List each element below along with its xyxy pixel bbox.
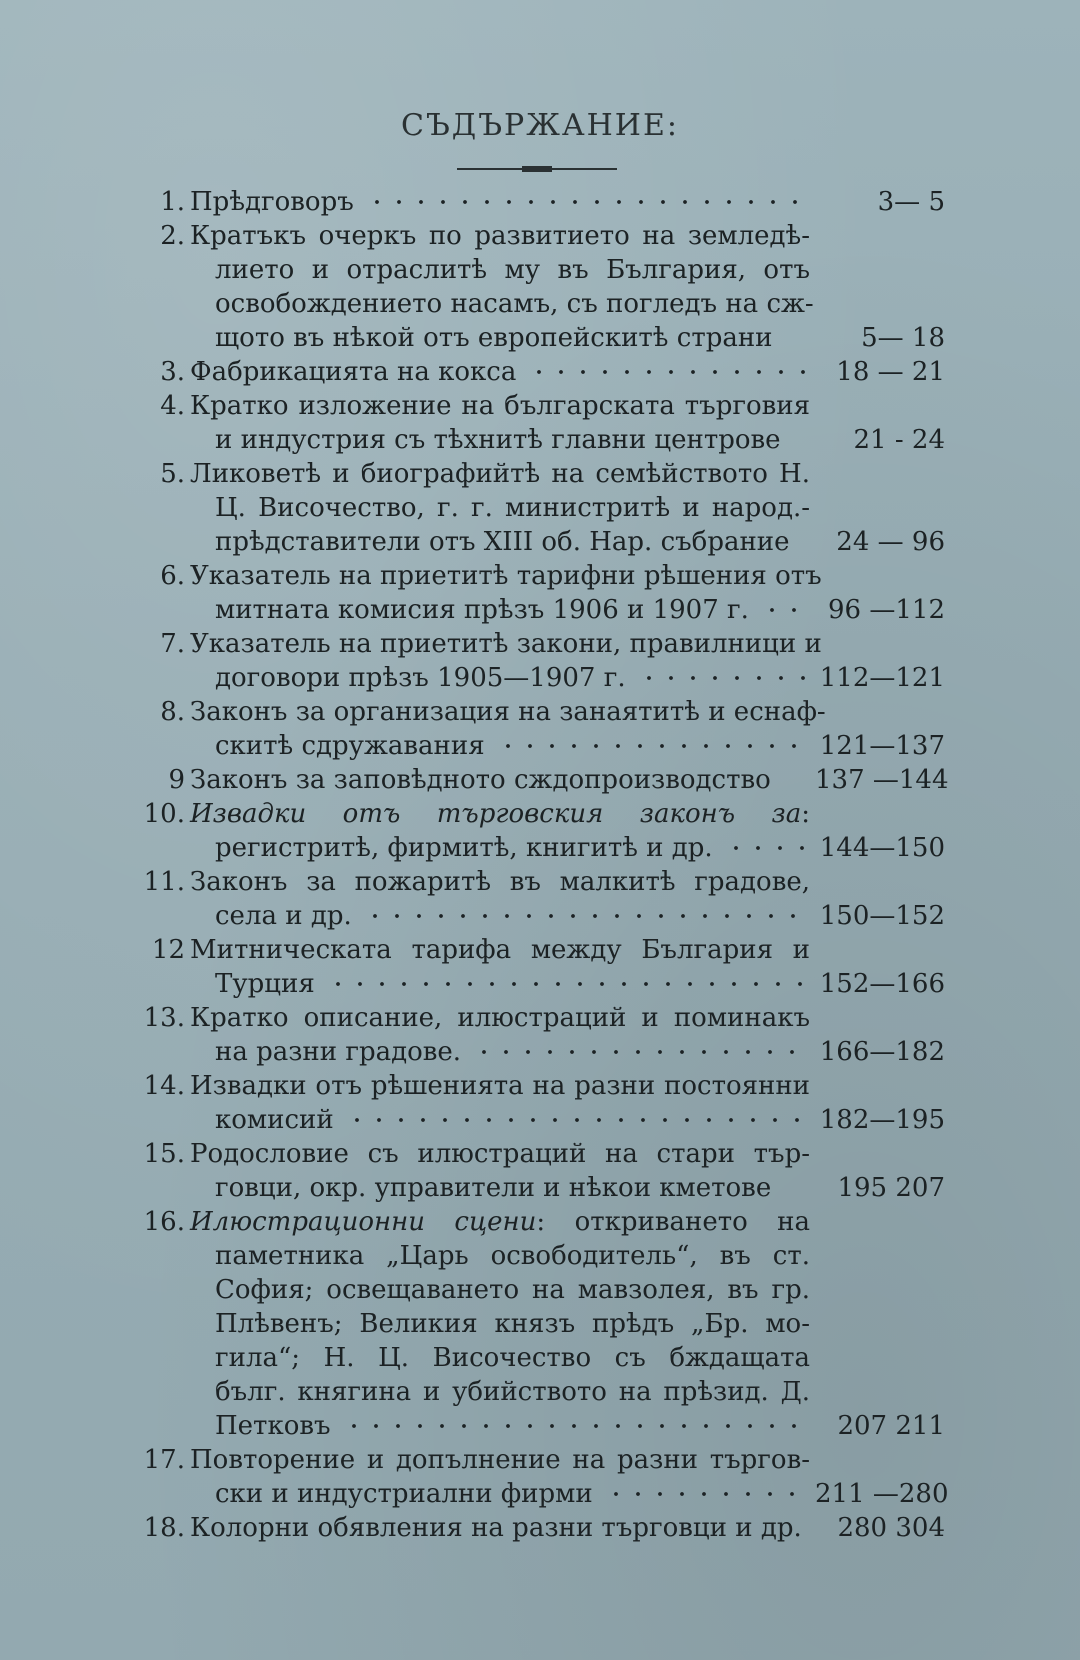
toc-entry-number: 5. <box>160 459 185 489</box>
toc-line <box>135 1273 945 1307</box>
toc-line <box>135 1511 945 1545</box>
toc-entry-text: Законъ за заповѣдното сждопроизводство <box>190 765 771 795</box>
toc-entry-text: бълг. княгина и убийството на прѣзид. Д. <box>215 1377 810 1407</box>
toc-line <box>135 661 945 695</box>
toc-line <box>135 1069 945 1103</box>
toc-entry-text: София; освещаването на мавзолея, въ гр. <box>215 1275 810 1305</box>
toc-line <box>135 423 945 457</box>
toc-page-range: 21 - 24 <box>853 425 945 455</box>
toc-entry-number: 10. <box>143 799 185 829</box>
dot-leader <box>497 729 807 763</box>
toc-entry-text: Фабрикацията на кокса <box>190 357 517 387</box>
toc-entry-number: 16. <box>143 1207 185 1237</box>
toc-line <box>135 1341 945 1375</box>
toc-entry-number: 7. <box>160 629 185 659</box>
toc-entry <box>135 1001 945 1069</box>
toc-entry-number: 3. <box>160 357 185 387</box>
dot-leader <box>761 593 807 627</box>
toc-entry-number: 11. <box>143 867 185 897</box>
toc-entry-text: освобождението насамъ, съ погледъ на сж- <box>215 289 814 319</box>
toc-line <box>135 253 945 287</box>
toc-line <box>135 287 945 321</box>
toc-entry <box>135 695 945 763</box>
toc-entry-text: Кратко описание, илюстраций и поминакъ <box>190 1003 810 1033</box>
toc-entry-text: Ц. Височество, г. г. министритѣ и народ.- <box>215 493 810 523</box>
toc-line <box>135 1103 945 1137</box>
dot-leader <box>473 1035 807 1069</box>
toc-entry-text: Повторение и допълнение на разни търгов- <box>190 1445 810 1475</box>
toc-page-range: 211 —280 <box>815 1479 949 1509</box>
toc-line <box>135 1171 945 1205</box>
toc-entry-text: гила“; Н. Ц. Височество съ бждащата <box>215 1343 810 1373</box>
toc-entry <box>135 627 945 695</box>
toc-line <box>135 457 945 491</box>
toc-line <box>135 593 945 627</box>
toc-entry-text: Илюстрационни сцени: откриването на <box>190 1207 810 1237</box>
toc-line <box>135 1409 945 1443</box>
dot-leader <box>638 661 807 695</box>
toc-page-range: 182—195 <box>819 1105 945 1135</box>
toc-line <box>135 219 945 253</box>
toc-entry-text: Родословие съ илюстраций на стари тър- <box>190 1139 810 1169</box>
toc-line <box>135 763 949 797</box>
toc-entry <box>135 865 945 933</box>
toc-entry-text: на разни градове. <box>215 1037 462 1067</box>
toc-line <box>135 1205 945 1239</box>
toc-entry-text: говци, окр. управители и нѣкои кметове <box>215 1173 772 1203</box>
toc-line <box>135 525 945 559</box>
dot-leader <box>366 185 807 219</box>
toc-page-range: 18 — 21 <box>836 357 945 387</box>
toc-entry <box>135 933 945 1001</box>
toc-line <box>135 865 945 899</box>
toc-page-range: 195 207 <box>837 1173 945 1203</box>
dot-leader <box>364 899 807 933</box>
toc-page-range: 207 211 <box>837 1411 945 1441</box>
toc-entry-text: Колорни обявления на разни търговци и др. <box>190 1513 802 1543</box>
toc-entry-number: 17. <box>143 1445 185 1475</box>
toc-line <box>135 627 945 661</box>
toc-entry-text: и индустрия съ тѣхнитѣ главни центрове <box>215 425 781 455</box>
toc-entry-text: комисий <box>215 1105 334 1135</box>
toc-entry-number: 8. <box>160 697 185 727</box>
toc-entry <box>135 1205 945 1443</box>
toc-entry-text: щото въ нѣкой отъ европейскитѣ страни <box>215 323 773 353</box>
toc-entry <box>135 1069 945 1137</box>
toc-entry-number: 12 <box>151 935 185 965</box>
toc-page-range: 152—166 <box>819 969 945 999</box>
toc-entry-number: 1. <box>160 187 185 217</box>
toc-line <box>135 1239 945 1273</box>
toc-line <box>135 1137 945 1171</box>
toc-page-range: 112—121 <box>819 663 945 693</box>
toc-page-range: 150—152 <box>819 901 945 931</box>
toc-entry-text: Плѣвенъ; Великия князъ прѣдъ „Бр. мо- <box>215 1309 810 1339</box>
dot-leader <box>528 355 807 389</box>
toc-entry-text: Турция <box>215 969 315 999</box>
toc-entry <box>135 457 945 559</box>
toc-line <box>135 967 945 1001</box>
toc-line <box>135 491 945 525</box>
toc-entry-text: Ликоветѣ и биографийтѣ на семѣйството Н. <box>190 459 810 489</box>
toc-line <box>135 729 945 763</box>
toc-page-range: 121—137 <box>819 731 945 761</box>
toc-entry-text: лието и отраслитѣ му въ България, отъ <box>215 255 810 285</box>
toc-entry-number: 14. <box>143 1071 185 1101</box>
toc-line <box>135 1307 945 1341</box>
toc-entry <box>135 389 945 457</box>
title-divider <box>457 168 617 170</box>
toc-line <box>135 831 945 865</box>
dot-leader <box>327 967 807 1001</box>
toc-page-range: 166—182 <box>819 1037 945 1067</box>
toc-entry-text: Кратко изложение на българската търговия <box>190 391 810 421</box>
toc-line <box>135 1443 945 1477</box>
toc-entry-text: села и др. <box>215 901 352 931</box>
toc-entry-number: 4. <box>160 391 185 421</box>
toc-page-range: 280 304 <box>837 1513 945 1543</box>
toc-entry-text: Указатель на приетитѣ закони, правилници и <box>190 629 822 659</box>
toc-entry-number: 6. <box>160 561 185 591</box>
toc-line <box>135 1035 945 1069</box>
toc-entry-text: паметника „Царь освободитель“, въ ст. <box>215 1241 810 1271</box>
toc-entry <box>135 1137 945 1205</box>
toc-entry-text: Кратъкъ очеркъ по развитието на земледѣ- <box>190 221 810 251</box>
toc-entry-text: Извадки отъ рѣшенията на разни постоянни <box>190 1071 810 1101</box>
toc-entry-text: Указатель на приетитѣ тарифни рѣшения отъ <box>190 561 822 591</box>
toc-entry-number: 15. <box>143 1139 185 1169</box>
toc-entry-text: Законъ за пожаритѣ въ малкитѣ градове, <box>190 867 810 897</box>
toc-line <box>135 355 945 389</box>
toc-line <box>135 1001 945 1035</box>
toc-entry-text: Митническата тарифа между България и <box>190 935 810 965</box>
toc-entry-text: прѣдставители отъ XIII об. Нар. събрание <box>215 527 790 557</box>
toc-entry <box>135 763 949 797</box>
dot-leader <box>343 1409 807 1443</box>
toc-line <box>135 933 945 967</box>
toc-page-range: 3— 5 <box>877 187 945 217</box>
toc-line <box>135 559 945 593</box>
toc-page-range: 144—150 <box>819 833 945 863</box>
toc-entry-text: ски и индустриални фирми <box>215 1479 593 1509</box>
toc-line <box>135 1477 949 1511</box>
toc-entry-text: митната комисия прѣзъ 1906 и 1907 г. <box>215 595 749 625</box>
toc-page-range: 137 —144 <box>815 765 949 795</box>
toc-line <box>135 797 945 831</box>
toc-line <box>135 185 945 219</box>
table-of-contents <box>135 185 949 1545</box>
toc-line <box>135 899 945 933</box>
page-title: СЪДЪРЖАНИЕ: <box>401 108 679 143</box>
toc-entry-text: Законъ за организация на занаятитѣ и еснаф- <box>190 697 826 727</box>
toc-entry-text: скитѣ сдружавания <box>215 731 485 761</box>
toc-entry <box>135 185 945 219</box>
toc-entry-text: Извадки отъ търговския законъ за: <box>190 799 810 829</box>
toc-entry <box>135 1511 945 1545</box>
toc-page-range: 5— 18 <box>861 323 945 353</box>
toc-entry-text: Прѣдговоръ <box>190 187 354 217</box>
toc-line <box>135 1375 945 1409</box>
dot-leader <box>605 1477 807 1511</box>
toc-line <box>135 389 945 423</box>
toc-entry <box>135 797 945 865</box>
toc-entry-number: 13. <box>143 1003 185 1033</box>
dot-leader <box>346 1103 807 1137</box>
toc-entry <box>135 1443 949 1511</box>
toc-page-range: 96 —112 <box>828 595 945 625</box>
toc-page-range: 24 — 96 <box>836 527 945 557</box>
toc-entry-number: 9 <box>168 765 185 795</box>
toc-entry <box>135 559 945 627</box>
toc-line <box>135 321 945 355</box>
toc-entry-text: договори прѣзъ 1905—1907 г. <box>215 663 626 693</box>
toc-entry <box>135 219 945 355</box>
toc-entry-number: 18. <box>143 1513 185 1543</box>
toc-line <box>135 695 945 729</box>
toc-entry-text: Петковъ <box>215 1411 331 1441</box>
toc-entry-text: регистритѣ, фирмитѣ, книгитѣ и др. <box>215 833 713 863</box>
toc-entry-number: 2. <box>160 221 185 251</box>
toc-entry <box>135 355 945 389</box>
dot-leader <box>725 831 807 865</box>
